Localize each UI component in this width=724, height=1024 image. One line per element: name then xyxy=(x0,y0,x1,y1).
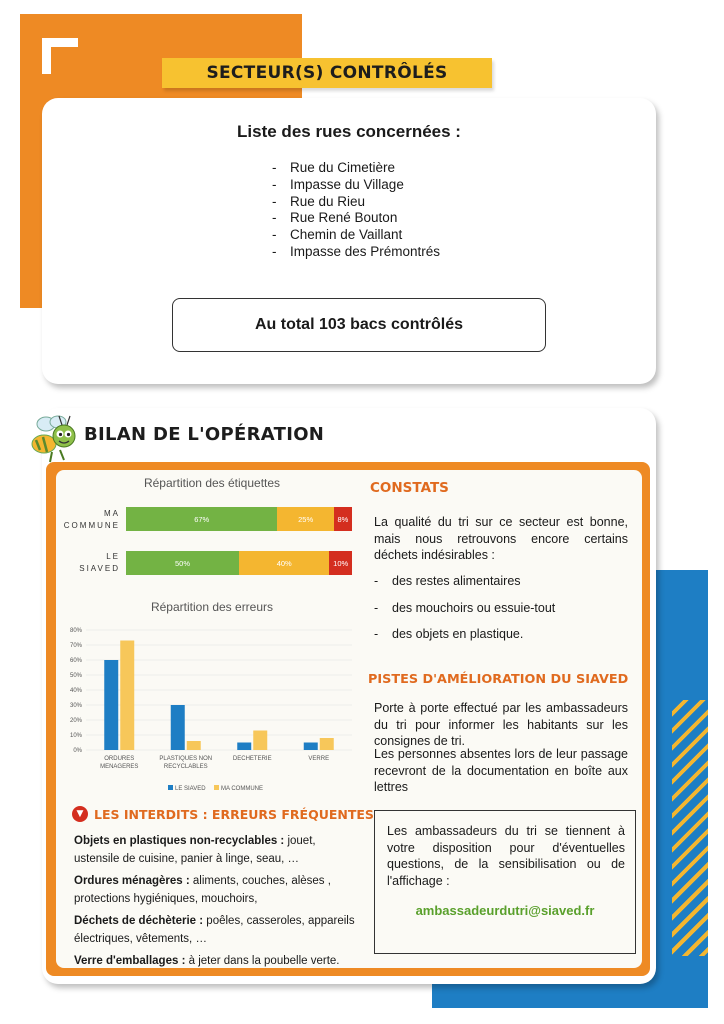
streets-card xyxy=(42,98,656,384)
interdit-item xyxy=(74,952,364,970)
x-tick-label: DECHETERIE xyxy=(232,756,272,762)
streets-list xyxy=(272,160,440,261)
x-tick-label: RECYCLABLES xyxy=(163,764,208,770)
errors-column-chart xyxy=(60,622,360,802)
pistes-title: PISTES D'AMÉLIORATION DU SIAVED xyxy=(368,672,629,687)
interdit-item xyxy=(74,912,364,948)
legend-swatch xyxy=(168,785,173,790)
y-tick-label: 50% xyxy=(69,673,82,679)
interdit-text: à jeter dans la poubelle verte. xyxy=(185,955,340,967)
column-bar xyxy=(171,705,185,750)
contact-box xyxy=(374,810,636,954)
constat-item: - des restes alimentaires xyxy=(374,574,555,601)
interdit-text: aliments, couches, alèses , protections hygiéniques, mouchoirs, xyxy=(74,875,331,905)
constat-item: - des objets en plastique. xyxy=(374,627,555,654)
interdits-title xyxy=(72,806,374,822)
corner-bracket-icon xyxy=(42,38,78,74)
y-tick-label: 70% xyxy=(69,643,82,649)
contact-email-link[interactable]: ambassadeurdutri@siaved.fr xyxy=(415,903,595,918)
chart-title-etiquettes: Répartition des étiquettes xyxy=(143,476,281,490)
y-tick-label: 30% xyxy=(69,703,82,709)
constats-title: CONSTATS xyxy=(370,480,449,496)
x-tick-label: VERRE xyxy=(308,756,330,762)
x-tick-label: MENAGERES xyxy=(100,764,139,770)
bar-segment: 67% xyxy=(126,507,277,531)
y-tick-label: 20% xyxy=(69,718,82,724)
stacked-bar-ma-commune xyxy=(126,507,352,531)
yellow-stripes-decoration xyxy=(672,700,708,956)
thumbs-down-icon: ▼ xyxy=(72,806,88,822)
interdit-text: jouet, ustensile de cuisine, panier à linge, seau, … xyxy=(74,835,316,865)
stacked-bar-le-siaved xyxy=(126,551,352,575)
bar-label-le-siaved: LE SIAVED xyxy=(79,552,120,573)
column-bar xyxy=(120,641,134,751)
y-tick-label: 0% xyxy=(73,748,82,754)
column-bar xyxy=(187,741,201,750)
street-item: - Rue du Cimetière xyxy=(272,160,440,177)
interdit-item xyxy=(74,832,364,868)
column-bar xyxy=(237,743,251,751)
section-tag-secteurs: SECTEUR(S) CONTRÔLÉS xyxy=(162,58,492,88)
interdit-label: Objets en plastiques non-recyclables : xyxy=(74,835,285,847)
y-tick-label: 40% xyxy=(69,688,82,694)
total-bins-box: Au total 103 bacs contrôlés xyxy=(172,298,546,352)
interdit-label: Ordures ménagères : xyxy=(74,875,190,887)
street-item: - Rue du Rieu xyxy=(272,194,440,211)
bar-segment: 50% xyxy=(126,551,239,575)
constats-intro: La qualité du tri sur ce secteur est bonne, mais nous retrouvons encore certains déchets indésirables : xyxy=(374,515,628,563)
street-item: - Rue René Bouton xyxy=(272,210,440,227)
interdit-text: poêles, casseroles, appareils électriques, vêtements, … xyxy=(74,915,355,945)
bar-segment: 8% xyxy=(334,507,352,531)
pistes-p2: Les personnes absentes lors de leur passage recevront de la documentation en boîte aux lettres xyxy=(374,747,628,795)
interdit-label: Déchets de déchèterie : xyxy=(74,915,204,927)
street-item: - Impasse des Prémontrés xyxy=(272,244,440,261)
constats-list xyxy=(374,574,555,654)
constat-item: - des mouchoirs ou essuie-tout xyxy=(374,601,555,628)
bee-mascot-icon xyxy=(26,410,82,466)
interdit-label: Verre d'emballages : xyxy=(74,955,186,967)
column-bar xyxy=(304,743,318,751)
legend-swatch xyxy=(214,785,219,790)
bar-segment: 10% xyxy=(329,551,352,575)
interdits-list xyxy=(74,832,364,974)
chart-title-erreurs: Répartition des erreurs xyxy=(150,600,274,614)
x-tick-label: PLASTIQUES NON xyxy=(159,756,213,762)
contact-text: Les ambassadeurs du tri se tiennent à votre disposition pour d'éventuelles questions, de la sensibilisation ou de l'affichage : xyxy=(387,824,625,888)
bar-segment: 40% xyxy=(239,551,329,575)
streets-title: Liste des rues concernées : xyxy=(237,122,461,141)
street-item: - Impasse du Village xyxy=(272,177,440,194)
column-bar xyxy=(253,731,267,751)
street-item: - Chemin de Vaillant xyxy=(272,227,440,244)
y-tick-label: 60% xyxy=(69,658,82,664)
bilan-title: BILAN DE L'OPÉRATION xyxy=(84,424,325,445)
interdit-item xyxy=(74,872,364,908)
pistes-p1: Porte à porte effectué par les ambassadeurs du tri pour informer les habitants sur les consignes de tri. xyxy=(374,701,628,749)
y-tick-label: 10% xyxy=(69,733,82,739)
legend-label: LE SIAVED xyxy=(175,786,206,792)
x-tick-label: ORDURES xyxy=(104,756,135,762)
y-tick-label: 80% xyxy=(69,628,82,634)
column-bar xyxy=(320,738,334,750)
bar-label-ma-commune: MA COMMUNE xyxy=(63,509,120,530)
legend-label: MA COMMUNE xyxy=(221,786,263,792)
interdits-title-text: LES INTERDITS : ERREURS FRÉQUENTES xyxy=(94,806,374,822)
bar-segment: 25% xyxy=(277,507,334,531)
column-bar xyxy=(104,660,118,750)
